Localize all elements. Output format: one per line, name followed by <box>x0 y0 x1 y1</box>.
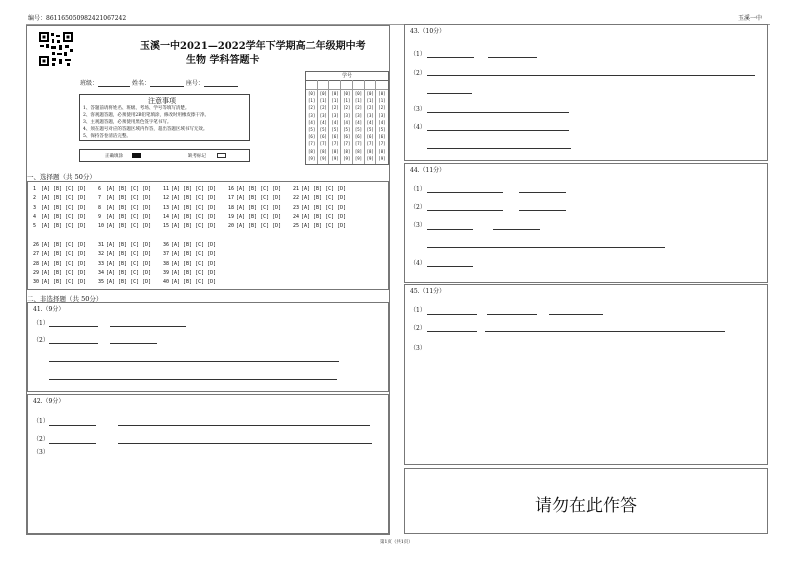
notice-item: 5、保持答卷清洁完整。 <box>83 134 131 139</box>
student-id-write-cell[interactable] <box>353 80 364 90</box>
student-id-bubble[interactable]: [5] <box>319 127 327 132</box>
answer-options[interactable]: [A] [B] [C] [D] <box>171 269 217 276</box>
q42-part3-label: （3） <box>33 449 49 456</box>
q45-part3-label: （3） <box>410 345 426 352</box>
student-id-bubble[interactable]: [3] <box>378 112 386 118</box>
student-id-bubble[interactable]: [3] <box>354 112 363 118</box>
q41-answer-line[interactable] <box>49 343 98 344</box>
question-number: 13 <box>163 204 170 211</box>
class-field[interactable] <box>80 80 238 87</box>
student-id-bubble[interactable]: [8] <box>343 148 351 154</box>
student-id-bubble[interactable]: [0] <box>308 91 316 96</box>
answer-options[interactable]: [A] [B] [C] [D] <box>301 204 347 211</box>
q44-title: 44.（11分） <box>410 167 446 174</box>
q44-answer-line[interactable] <box>519 210 566 211</box>
q41-part1-label: （1） <box>33 320 49 327</box>
q42-title: 42.（9分） <box>33 398 65 405</box>
student-id-bubble[interactable]: [7] <box>343 141 351 147</box>
notice-item: 4、须在题号对应的答题区域内作答，超出答题区域书写无效。 <box>83 127 208 132</box>
student-id-bubble[interactable]: [3] <box>343 112 351 118</box>
student-id-bubble[interactable]: [8] <box>354 148 363 154</box>
question-number: 21 <box>293 186 300 192</box>
answer-options[interactable]: [A] [B] [C] [D] <box>41 251 87 258</box>
school-name: 玉溪一中 <box>738 15 763 22</box>
answer-options[interactable]: [A] [B] [C] [D] <box>171 186 217 192</box>
student-id-bubble[interactable]: [9] <box>343 155 351 161</box>
question-number: 14 <box>163 213 170 220</box>
question-number: 19 <box>228 213 235 220</box>
student-id-bubble[interactable]: [2] <box>343 105 351 111</box>
student-id-column <box>306 80 318 164</box>
answer-options[interactable]: [A] [B] [C] [D] <box>41 213 87 220</box>
answer-options[interactable]: [A] [B] [C] [D] <box>106 195 152 202</box>
q41-part2-label: （2） <box>33 337 49 344</box>
qr-code-icon <box>38 31 74 67</box>
student-id-bubble[interactable]: [2] <box>319 105 327 111</box>
q43-part2-label: （2） <box>410 70 426 77</box>
student-id-bubble[interactable]: [3] <box>319 112 327 118</box>
answer-options[interactable]: [A] [B] [C] [D] <box>171 195 217 202</box>
answer-options[interactable]: [A] [B] [C] [D] <box>41 279 87 286</box>
question-number: 34 <box>98 269 105 276</box>
question-number: 18 <box>228 204 235 211</box>
question-number: 26 <box>33 242 40 248</box>
answer-options[interactable]: [A] [B] [C] [D] <box>41 204 87 211</box>
student-id-bubble[interactable]: [1] <box>378 98 386 104</box>
question-number: 9 <box>98 213 102 220</box>
q41-answer-line[interactable] <box>49 379 337 380</box>
student-id-bubble[interactable]: [5] <box>378 127 386 132</box>
q42-answer-line[interactable] <box>49 425 96 426</box>
q44-answer-line[interactable] <box>427 247 665 248</box>
q45-answer-line[interactable] <box>549 314 603 315</box>
q42-part1-label: （1） <box>33 418 49 425</box>
question-number: 39 <box>163 269 170 276</box>
section1-title: 一、选择题（共 50分） <box>27 173 96 181</box>
student-id-bubble[interactable]: [2] <box>354 105 363 111</box>
name-label: 姓名： <box>131 80 150 87</box>
question-number: 12 <box>163 195 170 202</box>
question-number: 10 <box>98 223 105 230</box>
q44-answer-line[interactable] <box>427 210 503 211</box>
answer-options[interactable]: [A] [B] [C] [D] <box>41 260 87 267</box>
q45-answer-line[interactable] <box>485 331 725 332</box>
q45-box <box>404 284 768 465</box>
question-number: 33 <box>98 260 105 267</box>
question-number: 7 <box>98 195 102 202</box>
question-number: 4 <box>33 213 37 220</box>
question-number: 28 <box>33 260 40 267</box>
q43-answer-line[interactable] <box>427 93 472 94</box>
missing-mark-box[interactable] <box>217 153 226 158</box>
q43-answer-line[interactable] <box>427 112 569 113</box>
student-id-write-cell[interactable] <box>318 80 329 90</box>
student-id-bubble[interactable]: [8] <box>366 148 374 154</box>
student-id-bubble[interactable]: [9] <box>331 155 339 161</box>
question-number: 17 <box>228 195 235 202</box>
answer-options[interactable]: [A] [B] [C] [D] <box>41 195 87 202</box>
correct-fill-mark <box>132 153 141 158</box>
question-number: 11 <box>163 186 170 192</box>
student-id-bubble[interactable]: [0] <box>378 91 386 96</box>
q43-answer-line[interactable] <box>427 57 474 58</box>
q41-answer-line[interactable] <box>49 361 339 362</box>
student-id-bubble[interactable]: [6] <box>319 134 327 140</box>
q44-answer-line[interactable] <box>427 192 503 193</box>
answer-options[interactable]: [A] [B] [C] [D] <box>171 279 217 286</box>
answer-options[interactable]: [A] [B] [C] [D] <box>106 213 152 220</box>
answer-options[interactable]: [A] [B] [C] [D] <box>301 223 347 230</box>
q45-answer-line[interactable] <box>487 314 537 315</box>
q43-part1-label: （1） <box>410 51 426 58</box>
answer-options[interactable]: [A] [B] [C] [D] <box>106 186 152 192</box>
student-id-bubble[interactable]: [8] <box>331 148 339 154</box>
student-id-bubble[interactable]: [3] <box>308 112 316 118</box>
question-number: 35 <box>98 279 105 286</box>
student-id-bubble[interactable]: [1] <box>308 98 316 104</box>
q41-box <box>27 302 389 392</box>
student-id-bubble[interactable]: [4] <box>354 119 363 125</box>
student-id-write-cell[interactable] <box>365 80 376 90</box>
answer-options[interactable]: [A] [B] [C] [D] <box>171 260 217 267</box>
answer-options[interactable]: [A] [B] [C] [D] <box>41 223 87 230</box>
question-number: 6 <box>98 186 102 192</box>
student-id-bubble[interactable]: [6] <box>331 134 339 140</box>
exam-title: 玉溪一中2021—2022学年下学期高二年级期中考 <box>140 41 366 52</box>
student-id-bubble[interactable]: [6] <box>343 134 351 140</box>
student-id-bubble[interactable]: [9] <box>308 155 316 161</box>
student-id-bubble[interactable]: [1] <box>343 98 351 104</box>
answer-options[interactable]: [A] [B] [C] [D] <box>171 204 217 211</box>
student-id-bubble[interactable]: [6] <box>354 134 363 140</box>
student-id-bubble[interactable]: [4] <box>366 119 374 125</box>
student-id-label: 学号 <box>306 72 388 81</box>
student-id-bubble[interactable]: [4] <box>343 119 351 125</box>
student-id-write-cell[interactable] <box>376 80 388 90</box>
student-id-bubble[interactable]: [9] <box>378 155 386 161</box>
student-id-column <box>353 80 365 164</box>
seat-label: 座号： <box>185 80 204 87</box>
q41-answer-line[interactable] <box>110 343 157 344</box>
student-id-column <box>341 80 353 164</box>
student-id-bubble[interactable]: [5] <box>343 127 351 132</box>
answer-options[interactable]: [A] [B] [C] [D] <box>41 242 87 248</box>
notice-box <box>79 94 250 141</box>
question-number: 36 <box>163 242 170 248</box>
q41-answer-line[interactable] <box>110 326 186 327</box>
answer-options[interactable]: [A] [B] [C] [D] <box>106 279 152 286</box>
question-number: 3 <box>33 204 37 211</box>
student-id-bubble[interactable]: [6] <box>366 134 374 140</box>
no-answer-box <box>404 468 768 534</box>
q44-part3-label: （3） <box>410 222 426 229</box>
q43-part3-label: （3） <box>410 106 426 113</box>
student-id-write-cell[interactable] <box>306 80 317 90</box>
q43-box <box>404 24 768 161</box>
q43-answer-line[interactable] <box>427 75 755 76</box>
fill-legend <box>79 149 250 162</box>
student-id-bubble[interactable]: [7] <box>308 141 316 147</box>
answer-options[interactable]: [A] [B] [C] [D] <box>236 186 282 192</box>
student-id-column <box>376 80 388 164</box>
student-id-bubble[interactable]: [0] <box>343 91 351 96</box>
answer-options[interactable]: [A] [B] [C] [D] <box>41 186 87 192</box>
student-id-bubble[interactable]: [4] <box>378 119 386 125</box>
student-id-bubble[interactable]: [0] <box>319 91 327 96</box>
student-id-bubble[interactable]: [4] <box>319 119 327 125</box>
q42-box <box>27 394 389 534</box>
q41-title: 41.（9分） <box>33 306 65 313</box>
q45-part1-label: （1） <box>410 307 426 314</box>
question-number: 32 <box>98 251 105 258</box>
student-id-bubble[interactable]: [1] <box>366 98 374 104</box>
q44-answer-line[interactable] <box>493 229 540 230</box>
answer-options[interactable]: [A] [B] [C] [D] <box>106 204 152 211</box>
student-id-bubble[interactable]: [1] <box>331 98 339 104</box>
answer-options[interactable]: [A] [B] [C] [D] <box>301 186 347 192</box>
student-id-bubble[interactable]: [4] <box>308 119 316 125</box>
student-id-bubble[interactable]: [5] <box>366 127 374 132</box>
q44-answer-line[interactable] <box>519 192 566 193</box>
answer-options[interactable]: [A] [B] [C] [D] <box>106 269 152 276</box>
student-id-bubble[interactable]: [2] <box>331 105 339 111</box>
q44-part4-label: （4） <box>410 260 426 267</box>
answer-options[interactable]: [A] [B] [C] [D] <box>171 242 217 248</box>
student-id-bubble[interactable]: [5] <box>308 127 316 132</box>
exam-subtitle: 生物 学科答题卡 <box>186 55 260 66</box>
question-number: 16 <box>228 186 235 192</box>
student-id-bubble[interactable]: [8] <box>378 148 386 154</box>
question-number: 29 <box>33 269 40 276</box>
answer-options[interactable]: [A] [B] [C] [D] <box>236 213 282 220</box>
student-id-grid <box>305 71 389 165</box>
page-footer: 第1页（共1页） <box>380 540 413 545</box>
student-id-bubble[interactable]: [7] <box>354 141 363 147</box>
question-number: 2 <box>33 195 37 202</box>
no-answer-text: 请勿在此作答 <box>535 496 637 516</box>
q44-part2-label: （2） <box>410 204 426 211</box>
q43-answer-line[interactable] <box>427 148 571 149</box>
q45-answer-line[interactable] <box>427 331 477 332</box>
student-id-bubble[interactable]: [5] <box>354 127 363 132</box>
q43-title: 43.（10分） <box>410 28 446 35</box>
student-id-write-cell[interactable] <box>329 80 340 90</box>
question-number: 23 <box>293 204 300 211</box>
q45-title: 45.（11分） <box>410 288 446 295</box>
q43-answer-line[interactable] <box>427 130 569 131</box>
student-id-bubble[interactable]: [9] <box>319 155 327 161</box>
student-id-bubble[interactable]: [0] <box>354 91 363 96</box>
question-number: 5 <box>33 223 37 230</box>
section2-title: 二、非选择题（共 50分） <box>27 295 103 303</box>
question-number: 24 <box>293 213 300 220</box>
answer-options[interactable]: [A] [B] [C] [D] <box>171 223 217 230</box>
student-id-bubble[interactable]: [3] <box>366 112 374 118</box>
answer-options[interactable]: [A] [B] [C] [D] <box>106 242 152 248</box>
answer-options[interactable]: [A] [B] [C] [D] <box>236 195 282 202</box>
student-id-bubble[interactable]: [9] <box>366 155 374 161</box>
question-number: 22 <box>293 195 300 202</box>
answer-options[interactable]: [A] [B] [C] [D] <box>236 223 282 230</box>
notice-item: 2、客观题答题，必须使用2B铅笔填涂，修改时用橡皮擦干净。 <box>83 113 210 118</box>
correct-fill-label: 正确填涂 <box>105 154 123 159</box>
student-id-bubble[interactable]: [2] <box>366 105 374 111</box>
q42-answer-line[interactable] <box>49 443 96 444</box>
question-number: 20 <box>228 223 235 230</box>
student-id-bubble[interactable]: [9] <box>354 155 363 161</box>
q44-answer-line[interactable] <box>427 229 473 230</box>
q42-answer-line[interactable] <box>118 425 370 426</box>
question-number: 1 <box>33 186 37 192</box>
answer-options[interactable]: [A] [B] [C] [D] <box>41 269 87 276</box>
notice-heading: 注意事项 <box>148 97 176 105</box>
question-number: 37 <box>163 251 170 258</box>
q43-answer-line[interactable] <box>488 57 537 58</box>
notice-item: 1、答题前请将姓名、班级、考场、学号等填写清楚。 <box>83 106 190 111</box>
question-number: 27 <box>33 251 40 258</box>
question-number: 40 <box>163 279 170 286</box>
student-id-bubble[interactable]: [1] <box>319 98 327 104</box>
notice-item: 3、主观题答题，必须使用黑色签字笔书写。 <box>83 120 172 125</box>
question-number: 8 <box>98 204 102 211</box>
student-id-bubble[interactable]: [8] <box>308 148 316 154</box>
missing-mark-label: 缺考标记 <box>188 154 206 159</box>
answer-options[interactable]: [A] [B] [C] [D] <box>171 251 217 258</box>
student-id-bubble[interactable]: [7] <box>331 141 339 147</box>
student-id-column <box>365 80 377 164</box>
answer-options[interactable]: [A] [B] [C] [D] <box>106 260 152 267</box>
question-number: 15 <box>163 223 170 230</box>
student-id-column <box>329 80 341 164</box>
student-id-bubble[interactable]: [0] <box>331 91 339 96</box>
serial-number: 编号：861165050982421067242 <box>28 15 127 22</box>
question-number: 30 <box>33 279 40 286</box>
question-number: 25 <box>293 223 300 230</box>
q42-part2-label: （2） <box>33 436 49 443</box>
student-id-bubble[interactable]: [7] <box>366 141 374 147</box>
answer-options[interactable]: [A] [B] [C] [D] <box>301 213 347 220</box>
answer-options[interactable]: [A] [B] [C] [D] <box>106 251 152 258</box>
q43-part4-label: （4） <box>410 124 426 131</box>
student-id-bubble[interactable]: [2] <box>308 105 316 111</box>
q42-answer-line[interactable] <box>118 443 372 444</box>
q45-part2-label: （2） <box>410 325 426 332</box>
student-id-bubble[interactable]: [1] <box>354 98 363 104</box>
question-number: 31 <box>98 242 105 248</box>
answer-options[interactable]: [A] [B] [C] [D] <box>171 213 217 220</box>
student-id-bubble[interactable]: [3] <box>331 112 339 118</box>
student-id-bubble[interactable]: [2] <box>378 105 386 111</box>
q41-answer-line[interactable] <box>49 326 98 327</box>
student-id-write-cell[interactable] <box>341 80 352 90</box>
student-id-bubble[interactable]: [5] <box>331 127 339 132</box>
student-id-bubble[interactable]: [7] <box>378 141 386 147</box>
student-id-bubble[interactable]: [4] <box>331 119 339 125</box>
student-id-column <box>318 80 330 164</box>
question-number: 38 <box>163 260 170 267</box>
student-id-bubble[interactable]: [6] <box>308 134 316 140</box>
student-id-bubble[interactable]: [8] <box>319 148 327 154</box>
q44-answer-line[interactable] <box>427 266 473 267</box>
q44-box <box>404 163 768 283</box>
student-id-bubble[interactable]: [0] <box>366 91 374 96</box>
answer-options[interactable]: [A] [B] [C] [D] <box>106 223 152 230</box>
student-id-bubble[interactable]: [7] <box>319 141 327 147</box>
student-id-bubble[interactable]: [6] <box>378 134 386 140</box>
q45-answer-line[interactable] <box>427 314 477 315</box>
class-label: 班级： <box>80 80 99 87</box>
answer-options[interactable]: [A] [B] [C] [D] <box>301 195 347 202</box>
answer-options[interactable]: [A] [B] [C] [D] <box>236 204 282 211</box>
q44-part1-label: （1） <box>410 186 426 193</box>
